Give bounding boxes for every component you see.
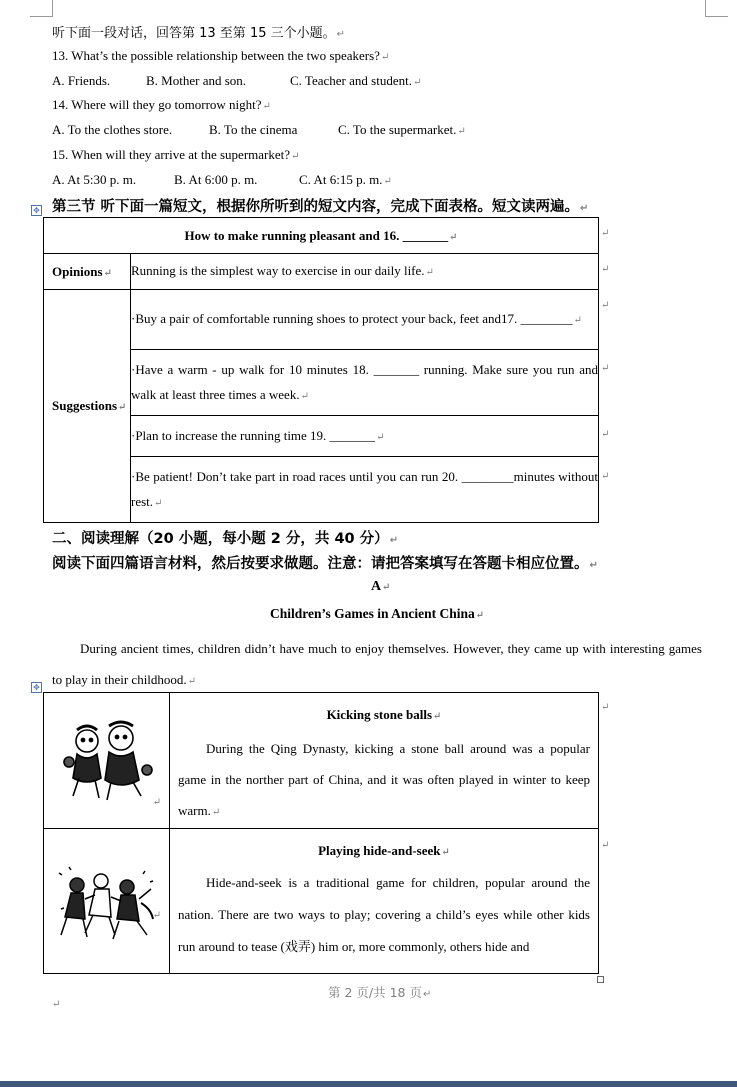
suggestion-item: ·Plan to increase the running time 19. _______↵ [131,416,599,457]
children-hide-and-seek-icon [55,859,159,943]
row-end-mark: ↵ [601,300,610,311]
game-text-cell [170,693,599,829]
row-end-mark: ↵ [601,840,610,851]
row-end-mark: ↵ [601,471,610,482]
cell-end-mark: ↵ [152,796,161,808]
question-14-stem: 14. Where will they go tomorrow night?↵ [52,97,271,112]
table-title-cell: How to make running pleasant and 16. _______↵ [44,218,599,254]
question-15-options [52,172,392,188]
option-c: C. At 6:15 p. m.↵ [299,172,392,187]
option-a: A. Friends. [52,73,111,88]
option-b: B. Mother and son. [146,73,247,88]
part2-heading: 二、阅读理解（20 小题，每小题 2 分，共 40 分）↵ [52,531,399,547]
suggestion-item: ·Be patient! Don’t take part in road races until you can run 20. ________minutes without rest.↵ [131,457,599,523]
row-end-mark: ↵ [601,429,610,440]
game-title: Playing hide-and-seek↵ [318,843,450,858]
paragraph-mark: ↵ [52,999,61,1010]
table-move-handle-icon[interactable]: ✥ [31,205,42,216]
page-corner-top-right [705,0,728,17]
listening-table [43,217,599,523]
table-move-handle-icon[interactable]: ✥ [31,682,42,693]
table-resize-handle[interactable] [597,976,604,983]
page-bottom-border [0,1081,737,1087]
row-end-mark: ↵ [601,228,610,239]
game-image-cell [44,829,170,974]
suggestion-item: ·Buy a pair of comfortable running shoes to protect your back, feet and17. ________↵ [131,290,599,350]
section3-heading: 第三节 听下面一篇短文，根据你所听到的短文内容，完成下面表格。短文读两遍。↵ [52,199,589,215]
question-14-options [52,122,466,138]
row-end-mark: ↵ [601,363,610,374]
option-b: B. At 6:00 p. m. [174,172,258,187]
section-intro: 听下面一段对话，回答第 13 至第 15 三个小题。↵ [52,26,346,41]
games-table [43,692,599,974]
question-15-stem: 15. When will they arrive at the supermarket?↵ [52,147,300,162]
suggestions-label: Suggestions↵ [44,290,131,523]
option-a: A. At 5:30 p. m. [52,172,137,187]
page-footer: 第 2 页/共 18 页↵ [328,985,432,1000]
game-text-cell [170,829,599,974]
children-kicking-ball-icon [59,716,155,806]
opinions-label: Opinions↵ [44,254,131,290]
passage-letter: A↵ [371,579,391,594]
game-description: Hide-and-seek is a traditional game for children, popular around the nation. There are two ways to play; covering a child’s eyes while other kids run around to tease (戏弄) him or, more commonly, others hide and [178,875,590,954]
option-c: C. To the supermarket.↵ [338,122,466,137]
game-description: During the Qing Dynasty, kicking a stone ball around was a popular game in the norther part of China, and it was often played in winter to keep warm.↵ [178,741,590,818]
question-13-options [52,73,422,89]
game-title: Kicking stone balls↵ [326,707,442,722]
part2-instruction: 阅读下面四篇语言材料，然后按要求做题。注意：请把答案填写在答题卡相应位置。↵ [52,556,598,572]
suggestion-item: ·Have a warm - up walk for 10 minutes 18. _______ running. Make sure you run and walk at least three times a week.↵ [131,350,599,416]
question-13-stem: 13. What’s the possible relationship between the two speakers?↵ [52,48,390,63]
cell-end-mark: ↵ [152,909,161,921]
page-corner-top-left [30,0,53,17]
option-b: B. To the cinema [209,122,298,137]
row-end-mark: ↵ [601,264,610,275]
passage-intro: During ancient times, children didn’t have much to enjoy themselves. However, they came up with interesting games to play in their childhood.↵ [52,641,702,687]
option-a: A. To the clothes store. [52,122,173,137]
option-c: C. Teacher and student.↵ [290,73,422,88]
opinions-text: Running is the simplest way to exercise in our daily life.↵ [131,254,599,290]
passage-title: Children’s Games in Ancient China↵ [270,606,485,621]
row-end-mark: ↵ [601,702,610,713]
game-image-cell [44,693,170,829]
